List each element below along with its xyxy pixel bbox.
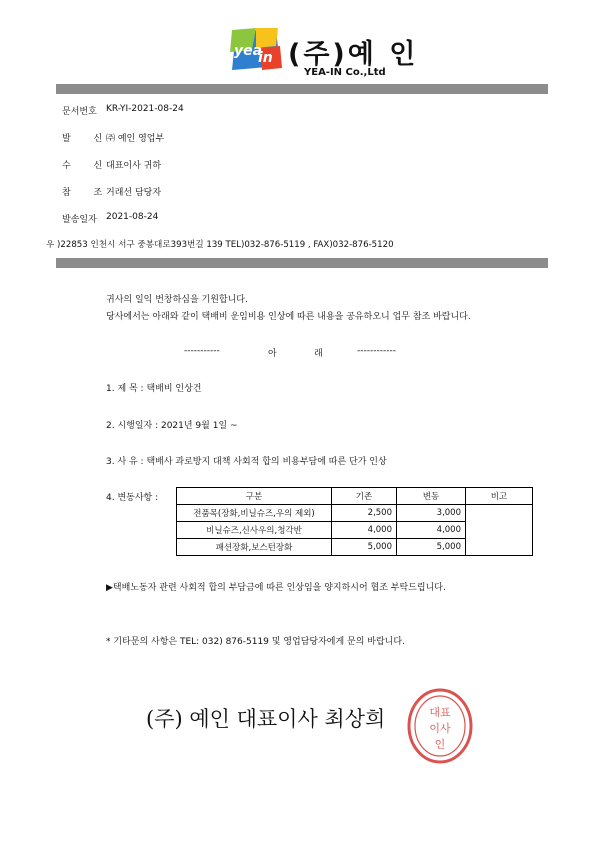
doc-number-label: 문서번호 bbox=[62, 107, 97, 117]
send-date-label: 발송일자 bbox=[62, 215, 97, 225]
item-reason: 3. 사 유 : 택배사 과로방지 대책 사회적 합의 비용부담에 따른 단가 인상 bbox=[106, 457, 387, 467]
sender-label: 발 신 bbox=[62, 134, 113, 144]
col-header-remarks: 비고 bbox=[466, 488, 533, 505]
cell-before: 2,500 bbox=[332, 505, 397, 522]
contact-note: * 기타문의 사항은 TEL: 032) 876-5119 및 영업담당자에게 문의 바랍니다. bbox=[106, 637, 405, 647]
cell-category: 비닐슈즈,신사우의,청각반 bbox=[177, 522, 332, 539]
company-name: (주)예 인 bbox=[288, 39, 419, 70]
divider-dashes-left: ----------- bbox=[184, 346, 220, 356]
header-divider-bottom bbox=[56, 258, 548, 268]
table-row bbox=[177, 505, 533, 522]
item-changes-label: 4. 변동사항 : bbox=[106, 493, 159, 503]
svg-text:이사: 이사 bbox=[429, 722, 451, 735]
svg-text:인: 인 bbox=[434, 738, 446, 751]
signature-line: (주) 예인 대표이사 최상희 bbox=[146, 707, 386, 731]
divider-char-b: 래 bbox=[314, 349, 323, 359]
company-seal-stamp bbox=[405, 686, 475, 766]
svg-text:yea: yea bbox=[234, 43, 263, 59]
cell-after: 4,000 bbox=[397, 522, 466, 539]
cell-after: 5,000 bbox=[397, 539, 466, 556]
cell-category: 패션장화,보스턴장화 bbox=[177, 539, 332, 556]
company-address: 우 )22853 인천시 서구 중봉대로393번길 139 TEL)032-876-5119 , FAX)032-876-5120 bbox=[46, 240, 394, 250]
greeting-line-1: 귀사의 일익 번창하심을 기원합니다. bbox=[106, 295, 248, 305]
cell-before: 5,000 bbox=[332, 539, 397, 556]
recipient-label: 수 신 bbox=[62, 161, 113, 171]
recipient-value: 대표이사 귀하 bbox=[106, 161, 162, 171]
company-logo-mark bbox=[226, 26, 284, 76]
item-effective-date: 2. 시행일자 : 2021년 9월 1일 ~ bbox=[106, 421, 238, 431]
cell-category: 전품목(장화,비닐슈즈,우의 제외) bbox=[177, 505, 332, 522]
greeting-line-2: 당사에서는 아래와 같이 택배비 운임비용 인상에 따른 내용을 공유하오니 업무 참조 바랍니다. bbox=[106, 312, 471, 322]
reference-value: 거래선 담당자 bbox=[106, 188, 162, 198]
doc-number-value: KR-YI-2021-08-24 bbox=[106, 104, 184, 114]
header-divider-top bbox=[56, 84, 548, 94]
cell-before: 4,000 bbox=[332, 522, 397, 539]
reference-label: 참 조 bbox=[62, 188, 113, 198]
table-header-row bbox=[177, 488, 533, 505]
col-header-category: 구분 bbox=[177, 488, 332, 505]
cell-remarks bbox=[466, 505, 533, 556]
company-name-en: YEA-IN Co.,Ltd bbox=[304, 67, 386, 78]
col-header-after: 변동 bbox=[397, 488, 466, 505]
col-header-before: 기존 bbox=[332, 488, 397, 505]
sender-value: ㈜ 예인 영업부 bbox=[106, 134, 165, 144]
send-date-value: 2021-08-24 bbox=[106, 212, 159, 222]
item-title: 1. 제 목 : 택배비 인상건 bbox=[106, 384, 202, 394]
svg-text:in: in bbox=[258, 50, 273, 66]
cell-after: 3,000 bbox=[397, 505, 466, 522]
svg-text:대표: 대표 bbox=[429, 706, 451, 719]
divider-char-a: 아 bbox=[268, 349, 277, 359]
price-change-table bbox=[176, 487, 533, 556]
divider-dashes-right: ------------ bbox=[357, 346, 396, 356]
notice-line: ▶택배노동자 관련 사회적 합의 부담금에 따른 인상임을 양지하시어 협조 부탁드립니다. bbox=[106, 583, 446, 593]
